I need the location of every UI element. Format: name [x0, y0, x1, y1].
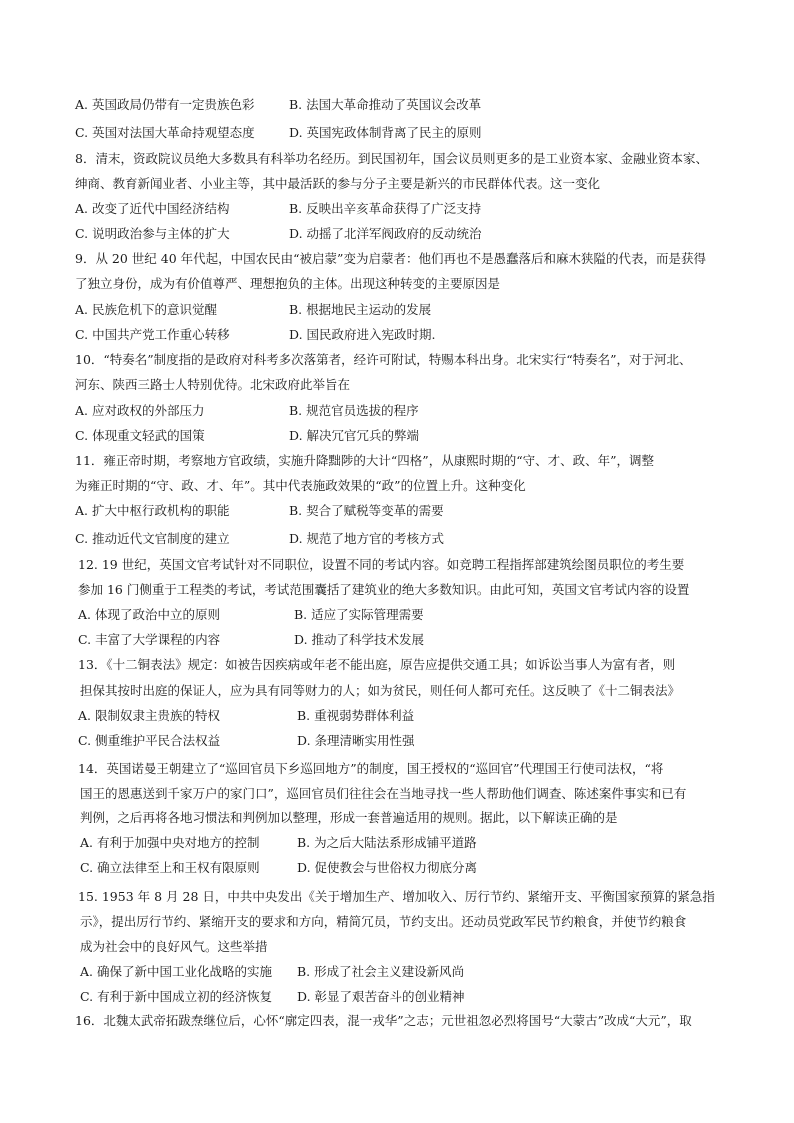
q13-stem-line-1: 13．《十二铜表法》规定：如被告因疾病或年老不能出庭，原告应提供交通工具；如诉讼当事人为富有者，则: [78, 657, 676, 672]
q10-stem-line-2: 河东、陕西三路士人特别优待。北宋政府此举旨在: [75, 377, 351, 392]
q11-stem-line-2: 为雍正时期的“守、政、才、年”。其中代表施政效果的“政”的位置上升。这种变化: [75, 478, 526, 493]
q9-stem-line-1: 9．从 20 世纪 40 年代起，中国农民由“被启蒙”变为启蒙者：他们再也不是愚蠢落后和麻木狭隘的代表，而是获得: [75, 251, 706, 266]
q12-option-c: C. 丰富了大学课程的内容: [78, 632, 221, 647]
q12-option-b: B. 适应了实际管理需要: [294, 607, 424, 622]
q8-stem-line-2: 绅商、教育新闻业者、小业主等，其中最活跃的参与分子主要是新兴的市民群体代表。这一变化: [75, 176, 601, 191]
q9-option-d: D. 国民政府进入宪政时期.: [289, 327, 436, 342]
q15-option-c: C. 有利于新中国成立初的经济恢复: [80, 989, 273, 1004]
q14-option-d: D. 促使教会与世俗权力彻底分离: [297, 860, 478, 875]
q14-stem-line-2: 国王的恩惠送到千家万户的家门口”，巡回官员们往往会在当地寻找一些人帮助他们调查、陈述案件事实和已有: [80, 786, 687, 801]
q9-stem-line-2: 了独立身份，成为有价值尊严、理想抱负的主体。出现这种转变的主要原因是: [75, 276, 501, 291]
q15-option-a: A. 确保了新中国工业化战略的实施: [80, 964, 272, 979]
q12-stem-line-1: 12. 19 世纪，英国文官考试针对不同职位，设置不同的考试内容。如竞聘工程指挥部建筑绘图员职位的考生要: [78, 557, 685, 572]
q14-stem-line-3: 判例，之后再将各地习惯法和判例加以整理，形成一套普遍适用的规则。据此，以下解读正确的是: [80, 810, 618, 825]
q14-option-a: A. 有利于加强中央对地方的控制: [80, 835, 260, 850]
q7-option-b: B. 法国大革命推动了英国议会改革: [289, 97, 482, 112]
q10-option-d: D. 解决冗官冗兵的弊端: [289, 428, 420, 443]
q14-option-b: B. 为之后大陆法系形成铺平道路: [297, 835, 477, 850]
q13-option-c: C. 侧重维护平民合法权益: [78, 733, 221, 748]
q11-option-d: D. 规范了地方官的考核方式: [289, 531, 445, 546]
q7-option-c: C. 英国对法国大革命持观望态度: [75, 125, 255, 140]
q9-option-a: A. 民族危机下的意识觉醒: [75, 302, 217, 317]
q10-option-c: C. 体现重文轻武的国策: [75, 428, 205, 443]
q11-option-c: C. 推动近代文官制度的建立: [75, 531, 230, 546]
q12-option-d: D. 推动了科学技术发展: [294, 632, 425, 647]
q7-option-a: A. 英国政局仍带有一定贵族色彩: [75, 97, 255, 112]
q15-stem-line-3: 成为社会中的良好风气。这些举措: [80, 939, 268, 954]
q10-option-a: A. 应对政权的外部压力: [75, 403, 205, 418]
q12-option-a: A. 体现了政治中立的原则: [78, 607, 220, 622]
q9-option-b: B. 根据地民主运动的发展: [289, 302, 432, 317]
q13-option-a: A. 限制奴隶主贵族的特权: [78, 708, 220, 723]
q15-option-b: B. 形成了社会主义建设新风尚: [297, 964, 465, 979]
q8-option-c: C. 说明政治参与主体的扩大: [75, 226, 230, 241]
q15-option-d: D. 彰显了艰苦奋斗的创业精神: [297, 989, 465, 1004]
q11-option-a: A. 扩大中枢行政机构的职能: [75, 503, 230, 518]
q8-option-a: A. 改变了近代中国经济结构: [75, 201, 230, 216]
q9-option-c: C. 中国共产党工作重心转移: [75, 327, 230, 342]
q16-stem-line-1: 16．北魏太武帝拓跋焘继位后，心怀“廓定四表，混一戎华”之志；元世祖忽必烈将国号“大蒙古”改成“大元”，取: [75, 1013, 692, 1028]
q11-stem-line-1: 11．雍正帝时期，考察地方官政绩，实施升降黜陟的大计“四格”，从康熙时期的“守、才、政、年”，调整: [75, 453, 654, 468]
q14-stem-line-1: 14．英国诺曼王朝建立了“巡回官员下乡巡回地方”的制度，国王授权的“巡回官”代理国王行使司法权，“将: [78, 761, 664, 776]
q14-option-c: C. 确立法律至上和王权有限原则: [80, 860, 260, 875]
q8-option-d: D. 动摇了北洋军阀政府的反动统治: [289, 226, 482, 241]
q15-stem-line-1: 15. 1953 年 8 月 28 日，中共中央发出《关于增加生产、增加收入、厉行节约、紧缩开支、平衡国家预算的紧急指: [78, 889, 715, 904]
q8-stem-line-1: 8．清末，资政院议员绝大多数具有科举功名经历。到民国初年，国会议员则更多的是工业资本家、金融业资本家、: [75, 151, 708, 166]
q7-option-d: D. 英国宪政体制背离了民主的原则: [289, 125, 482, 140]
q13-option-d: D. 条理清晰实用性强: [297, 733, 415, 748]
q8-option-b: B. 反映出辛亥革命获得了广泛支持: [289, 201, 482, 216]
q10-option-b: B. 规范官员选拔的程序: [289, 403, 419, 418]
q12-stem-line-2: 参加 16 门侧重于工程类的考试，考试范围囊括了建筑业的绝大多数知识。由此可知，英国文官考试内容的设置: [78, 582, 690, 597]
q13-stem-line-2: 担保其按时出庭的保证人，应为具有同等财力的人；如为贫民，则任何人都可充任。这反映了《十二铜表法》: [80, 683, 681, 698]
q10-stem-line-1: 10．“特奏名”制度指的是政府对科考多次落第者，经许可附试，特赐本科出身。北宋实行“特奏名”，对于河北、: [75, 352, 692, 367]
q11-option-b: B. 契合了赋税等变革的需要: [289, 503, 444, 518]
q15-stem-line-2: 示》，提出厉行节约、紧缩开支的要求和方向，精简冗员，节约支出。还动员党政军民节约粮食，并使节约粮食: [80, 914, 687, 929]
q13-option-b: B. 重视弱势群体利益: [297, 708, 415, 723]
